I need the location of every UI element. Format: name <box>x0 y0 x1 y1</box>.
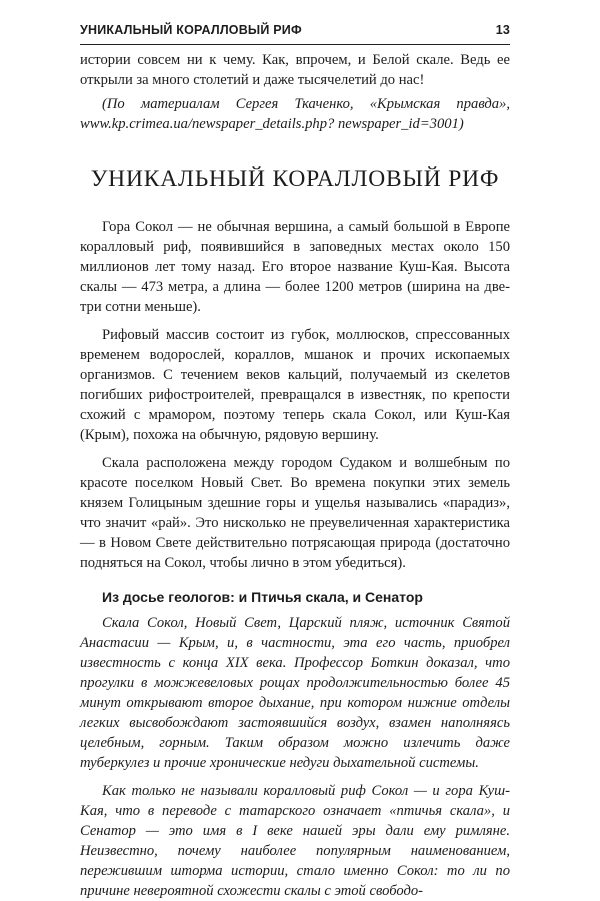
running-head <box>80 23 510 37</box>
chapter-title: УНИКАЛЬНЫЙ КОРАЛЛОВЫЙ РИФ <box>90 166 500 192</box>
continuation-paragraph: истории совсем ни к чему. Как, впрочем, и Белой скале. Ведь ее открыли за много столетий и даже тысячелетий до нас! <box>80 52 510 88</box>
chapter-paragraph-3: Скала расположена между городом Судаком и волшебным по красоте поселком Новый Свет. Во времена покупки этих земель князем Голицыным здешние горы и ущелья назывались «парадиз», что значит «рай». Это нисколько не преувеличенная характеристика — в Новом Свете действительно потрясающая природа (достаточно подняться на Сокол, чтобы лично в этом убедиться). <box>80 455 510 571</box>
chapter-paragraph-1: Гора Сокол — не обычная вершина, а самый большой в Европе коралловый риф, появившийся в заповедных местах около 150 миллионов лет тому назад. Его второе название Куш-Кая. Высота скалы — 473 метра, а длина — более 1200 метров (ширина на две-три сотни меньше). <box>80 219 510 315</box>
section-paragraph-2: Как только не называли коралловый риф Сокол — и гора Куш-Кая, что в переводе с татарского означает «птичья скала», и Сенатор — это имя в I веке нашей эры дали ему римляне. Неизвестно, почему наиболее популярным наименованием, пережившим шторма истории, стало именно Сокол: то ли по причине невероятной схожести скалы с этой свободо- <box>80 783 510 899</box>
running-title: УНИКАЛЬНЫЙ КОРАЛЛОВЫЙ РИФ <box>80 23 302 37</box>
section-title: Из досье геологов: и Птичья скала, и Сенатор <box>102 589 423 605</box>
chapter-paragraph-2: Рифовый массив состоит из губок, моллюсков, спрессованных временем водорослей, кораллов, мшанок и прочих ископаемых организмов. С течением веков кальций, получаемый из скелетов погибших рифостроителей, превращался в известняк, по крепости схожий с мрамором, поэтому теперь скала Сокол, или Куш-Кая (Крым), похожа на обычную, рядовую вершину. <box>80 327 510 443</box>
page-number: 13 <box>495 23 510 37</box>
header-rule <box>80 44 510 45</box>
page-body <box>80 50 510 901</box>
section-paragraph-1: Скала Сокол, Новый Свет, Царский пляж, источник Святой Анастасии — Крым, и, в частности, эта его часть, приобрел известность с конца XIX века. Профессор Боткин доказал, что прогулки в можжевеловых рощах продолжительностью более 45 минут открывают второе дыхание, при котором нижние отделы легких высвобождают застоявшийся воздух, взамен наполняясь целебным, горным. Таким образом можно излечить даже туберкулез и прочие хронические недуги дыхательной системы. <box>80 615 510 771</box>
source-citation: (По материалам Сергея Ткаченко, «Крымская правда», www.kp.crimea.ua/newspaper_details.php? newspaper_id=3001) <box>80 96 510 132</box>
